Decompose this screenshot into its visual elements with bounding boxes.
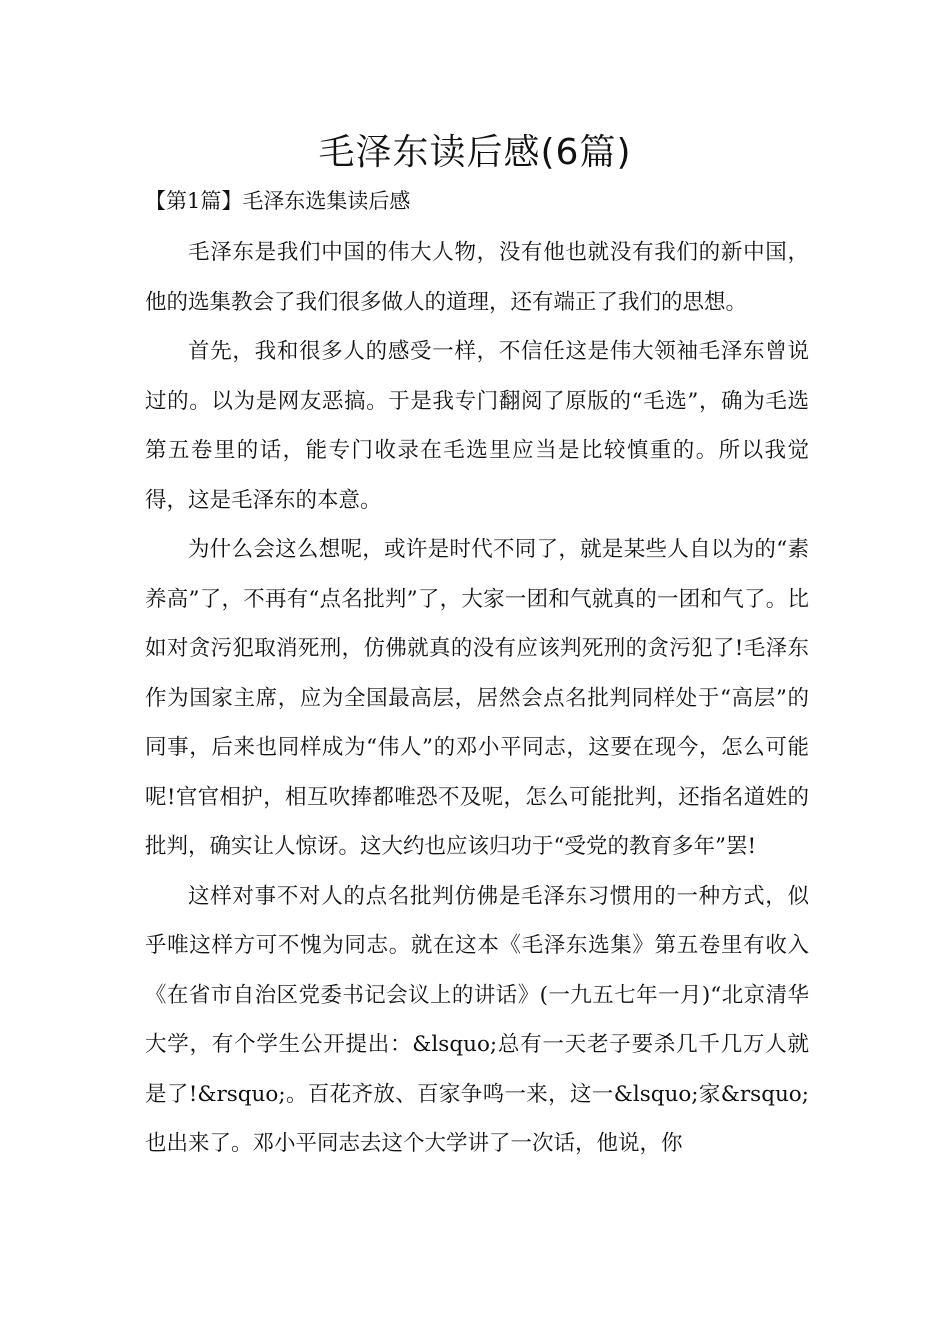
document-title: 毛泽东读后感(6篇) [318, 132, 632, 173]
paragraph-4: 这样对事不对人的点名批判仿佛是毛泽东习惯用的一种方式，似乎唯这样方可不愧为同志。就在这本《毛泽东选集》第五卷里有收入《在省市自治区党委书记会议上的讲话》(一九五七年一月)“北京清华大学，有个学生公开提出：&lsquo;总有一天老子要杀几千几万人就是了!&rsquo;。百花齐放、百家争鸣一来，这一&lsquo;家&rsquo;也出来了。邓小平同志去这个大学讲了一次话，他说，你 [145, 883, 809, 1156]
document-body [145, 228, 809, 1169]
paragraph-2: 首先，我和很多人的感受一样，不信任这是伟大领袖毛泽东曾说过的。以为是网友恶搞。于是我专门翻阅了原版的“毛选”，确为毛选第五卷里的话，能专门收录在毛选里应当是比较慎重的。所以我觉得，这是毛泽东的本意。 [145, 339, 809, 513]
paragraph-3: 为什么会这么想呢，或许是时代不同了，就是某些人自以为的“素养高”了，不再有“点名批判”了，大家一团和气就真的一团和气了。比如对贪污犯取消死刑，仿佛就真的没有应该判死刑的贪污犯了!毛泽东作为国家主席，应为全国最高层，居然会点名批判同样处于“高层”的同事，后来也同样成为“伟人”的邓小平同志，这要在现今，怎么可能呢!官官相护，相互吹捧都唯恐不及呢，怎么可能批判，还指名道姓的批判，确实让人惊讶。这大约也应该归功于“受党的教育多年”罢! [145, 537, 809, 859]
paragraph-1: 毛泽东是我们中国的伟大人物，没有他也就没有我们的新中国，他的选集教会了我们很多做人的道理，还有端正了我们的思想。 [145, 240, 809, 315]
section-heading: 【第1篇】毛泽东选集读后感 [145, 189, 411, 213]
